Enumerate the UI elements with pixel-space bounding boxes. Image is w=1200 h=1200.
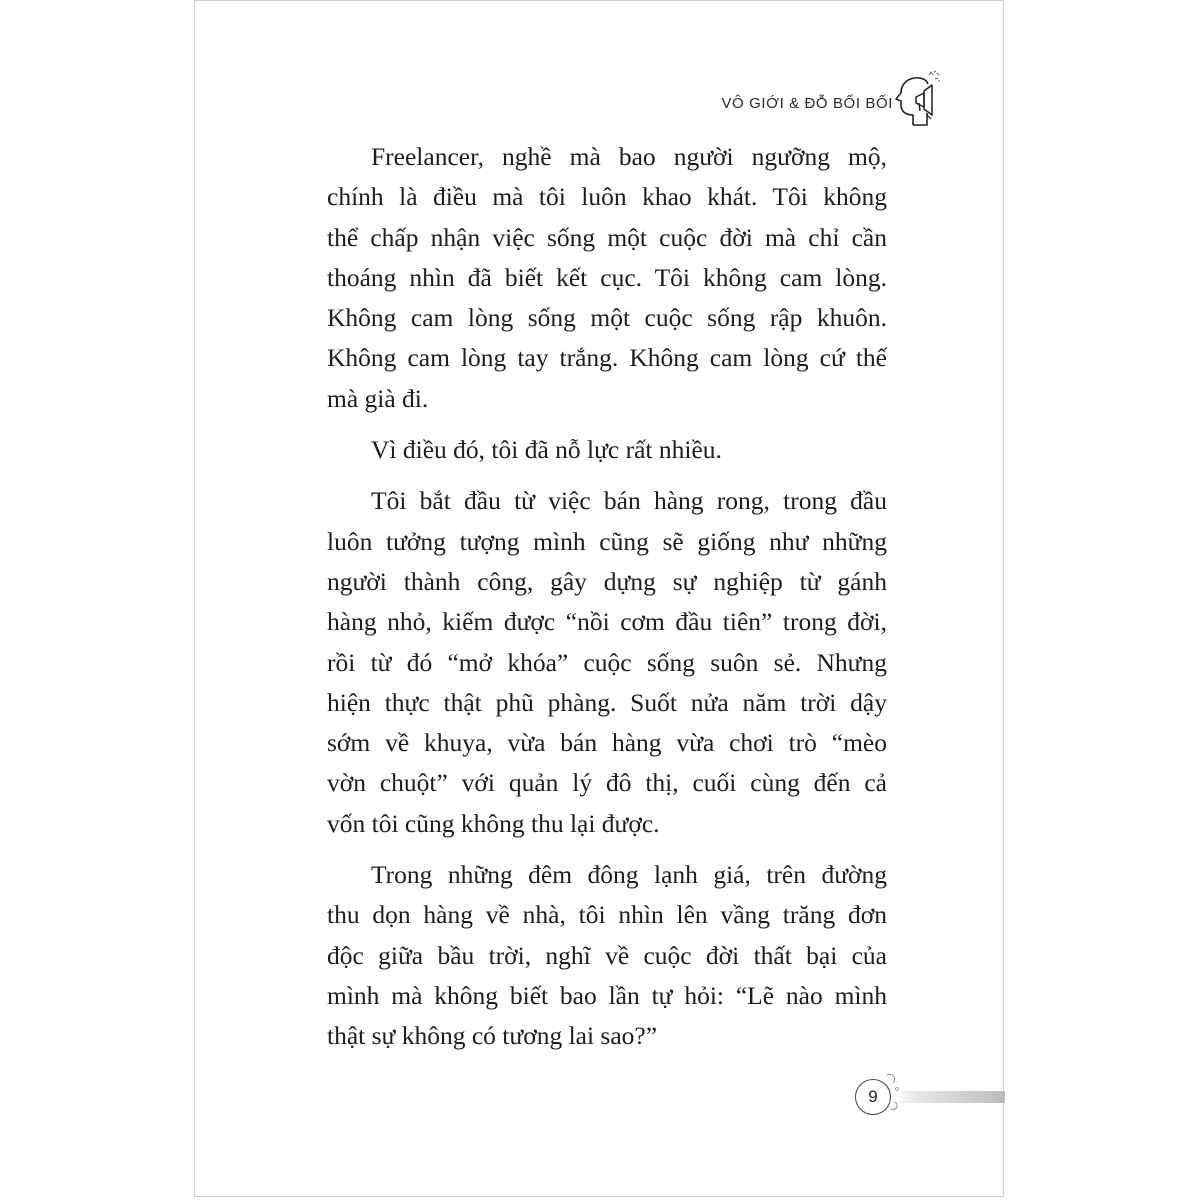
text-line: thu dọn hàng về nhà, tôi nhìn lên vầng trăng đơn	[327, 900, 887, 930]
paragraph-1	[327, 137, 887, 419]
footer-gradient-bar	[895, 1091, 1005, 1103]
text-line: thể chấp nhận việc sống một cuộc đời mà chỉ cần	[327, 222, 887, 252]
running-header	[721, 85, 893, 121]
text-line: độc giữa bầu trời, nghĩ về cuộc đời thất bại của	[327, 940, 887, 970]
running-title: VÔ GIỚI & ĐỖ BỐI BỐI	[721, 94, 893, 112]
text-line: sớm về khuya, vừa bán hàng vừa chơi trò “mèo	[327, 728, 887, 758]
text-line: vốn tôi cũng không thu lại được.	[327, 808, 660, 838]
page-number: 9	[855, 1079, 891, 1115]
text-line: thoáng nhìn đã biết kết cục. Tôi không cam lòng.	[327, 262, 887, 292]
paragraph-3	[327, 481, 887, 844]
text-line: luôn tưởng tượng mình cũng sẽ giống như những	[327, 526, 887, 556]
text-line: người thành công, gây dựng sự nghiệp từ gánh	[327, 566, 887, 596]
text-line: Trong những đêm đông lạnh giá, trên đường	[371, 860, 887, 890]
text-line: mà già đi.	[327, 383, 429, 413]
text-line: Tôi bắt đầu từ việc bán hàng rong, trong đầu	[371, 486, 887, 516]
text-line: mình mà không biết bao lần tự hỏi: “Lẽ nào mình	[327, 980, 887, 1010]
paragraph-4	[327, 855, 887, 1056]
text-line: hiện thực thật phũ phàng. Suốt nửa năm trời dậy	[327, 687, 887, 717]
text-line: rồi từ đó “mở khóa” cuộc sống suôn sẻ. Nhưng	[327, 647, 887, 677]
text-line: Không cam lòng sống một cuộc sống rập khuôn.	[327, 303, 887, 333]
text-line: Freelancer, nghề mà bao người ngưỡng mộ,	[371, 142, 887, 171]
text-line: Không cam lòng tay trắng. Không cam lòng cứ thế	[327, 343, 887, 373]
text-line: thật sự không có tương lai sao?”	[327, 1021, 658, 1051]
head-with-megaphone-icon	[891, 69, 941, 129]
paragraph-2	[327, 430, 887, 470]
text-line: Vì điều đó, tôi đã nỗ lực rất nhiều.	[371, 435, 722, 465]
text-line: hàng nhỏ, kiếm được “nồi cơm đầu tiên” trong đời,	[327, 607, 887, 637]
text-line: chính là điều mà tôi luôn khao khát. Tôi không	[327, 182, 887, 212]
text-line: vờn chuột” với quản lý đô thị, cuối cùng đến cả	[327, 768, 887, 798]
book-page	[194, 0, 1004, 1197]
body-text	[327, 137, 887, 1068]
